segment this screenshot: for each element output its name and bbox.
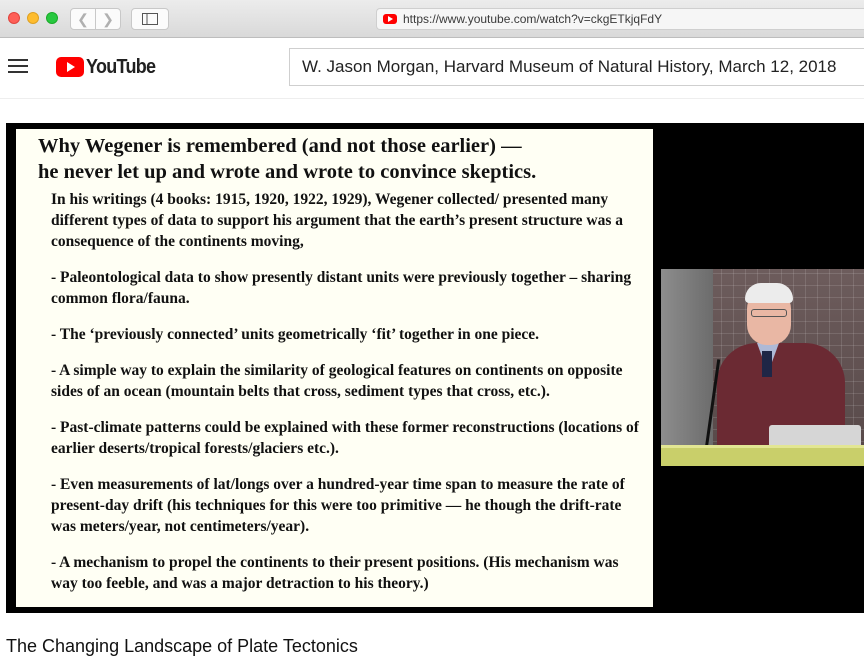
slide-title-line2: he never let up and wrote and wrote to convince skeptics. — [38, 161, 537, 183]
slide-bullet: - The ‘previously connected’ units geometrically ‘fit’ together in one piece. — [51, 326, 540, 343]
close-window-button[interactable] — [8, 12, 20, 24]
slide-title-line1: Why Wegener is remembered (and not those earlier) — — [38, 135, 522, 157]
video-player[interactable] — [6, 123, 864, 613]
minimize-window-button[interactable] — [27, 12, 39, 24]
podium — [661, 445, 864, 466]
slide-bullet: - A simple way to explain the similarity of geological features on continents on opposite sides of an ocean (mountain belts that cross, sediment types that cross, etc.). — [51, 362, 623, 400]
speaker-camera-inset — [661, 269, 864, 466]
slide-bullet: - Even measurements of lat/longs over a hundred-year time span to measure the rate of present-day drift (his techniques for this were too primitive — he though the drift-rate was meters/year, not centimeters/year). — [51, 476, 625, 535]
zoom-window-button[interactable] — [46, 12, 58, 24]
browser-toolbar — [0, 0, 864, 38]
slide-title — [38, 133, 643, 185]
slide-bullet: - Past-climate patterns could be explained with these former reconstructions (locations of earlier deserts/tropical forests/glaciers etc.). — [51, 419, 639, 457]
search-input[interactable]: W. Jason Morgan, Harvard Museum of Natural History, March 12, 2018 — [289, 48, 864, 86]
menu-icon[interactable] — [8, 59, 28, 75]
slide-bullet: - A mechanism to propel the continents to their present positions. (His mechanism was way too feeble, and was a major detraction to his theory.) — [51, 554, 619, 592]
address-bar[interactable] — [376, 8, 864, 30]
youtube-favicon-icon — [383, 14, 397, 24]
logo-text: YouTube — [86, 55, 156, 78]
chevron-right-icon: ❯ — [102, 10, 114, 27]
slide-intro: In his writings (4 books: 1915, 1920, 1922, 1929), Wegener collected/ presented many different types of data to support his argument that the earth’s present structure was a consequence of the continents moving, — [51, 191, 624, 250]
video-title: The Changing Landscape of Plate Tectonics — [6, 636, 358, 656]
laptop — [769, 425, 861, 445]
sidebar-icon — [142, 13, 158, 25]
forward-button[interactable] — [95, 8, 121, 30]
back-button[interactable] — [70, 8, 96, 30]
youtube-logo[interactable] — [56, 56, 163, 78]
slide-bullet: - Paleontological data to show presently distant units were previously together – sharing common flora/fauna. — [51, 269, 632, 307]
youtube-header — [0, 38, 864, 99]
lecture-slide — [16, 129, 653, 607]
youtube-play-icon — [56, 57, 84, 77]
url-text: https://www.youtube.com/watch?v=ckgETkjqFdY — [403, 12, 663, 26]
chevron-left-icon: ❮ — [77, 10, 89, 27]
sidebar-toggle-button[interactable] — [131, 8, 169, 30]
